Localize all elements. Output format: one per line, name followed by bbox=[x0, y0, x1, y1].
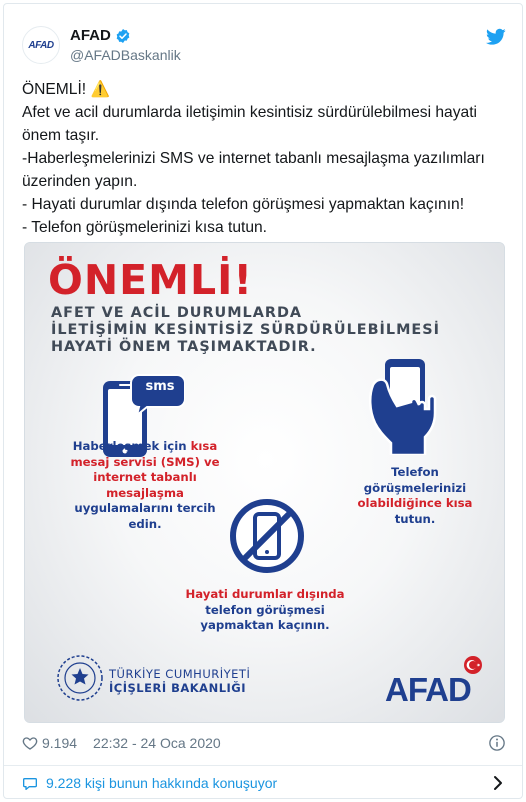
author-block[interactable] bbox=[70, 27, 181, 63]
center-line-3: yapmaktan kaçının. bbox=[200, 618, 330, 632]
left-line-4: mesajlaşma bbox=[106, 485, 184, 500]
hand-phone-icon bbox=[363, 355, 443, 455]
right-line-4: tutun. bbox=[394, 511, 436, 526]
right-line-2: görüşmelerinizi bbox=[363, 480, 467, 495]
left-line-6: edin. bbox=[128, 516, 162, 531]
chevron-right-icon[interactable] bbox=[492, 775, 504, 791]
author-name-row bbox=[70, 27, 181, 44]
infographic bbox=[25, 243, 505, 723]
info-icon[interactable] bbox=[488, 734, 506, 752]
ministry-line-1: TÜRKİYE CUMHURİYETİ bbox=[109, 667, 251, 681]
tweet-timestamp[interactable]: 22:32 - 24 Oca 2020 bbox=[93, 735, 221, 751]
left-line-5: uygulamalarını tercih bbox=[74, 501, 216, 515]
left-line-1 bbox=[45, 439, 245, 455]
center-instruction bbox=[165, 587, 365, 634]
tweet-line: üzerinden yapın. bbox=[22, 173, 138, 190]
center-line-2: telefon görüşmesi bbox=[205, 602, 325, 617]
heart-icon[interactable] bbox=[22, 735, 38, 751]
left-line-3: internet tabanlı bbox=[93, 470, 197, 484]
tweet-media-image[interactable] bbox=[24, 242, 505, 723]
tweet-footer bbox=[22, 731, 506, 755]
sms-label: sms bbox=[145, 379, 175, 394]
ministry-line-2: İÇİŞLERİ BAKANLIĞI bbox=[109, 681, 247, 695]
tweet-card bbox=[3, 3, 523, 799]
conversation-label[interactable]: 9.228 kişi bunun hakkında konuşuyor bbox=[46, 775, 278, 791]
divider bbox=[4, 765, 522, 766]
ministry-name bbox=[109, 667, 250, 695]
infographic-title: ÖNEMLİ! bbox=[48, 256, 254, 304]
like-count[interactable]: 9.194 bbox=[42, 735, 78, 751]
afad-brand-logo: AFAD bbox=[385, 671, 471, 708]
tweet-line: ÖNEMLİ! ⚠️ bbox=[22, 81, 110, 98]
right-instruction bbox=[325, 465, 505, 527]
left-line-2: mesaj servisi (SMS) ve bbox=[70, 454, 220, 469]
right-line-1: Telefon bbox=[391, 465, 439, 479]
subtitle-line: HAYATİ ÖNEM TAŞIMAKTADIR. bbox=[51, 339, 317, 355]
author-handle[interactable]: @AFADBaskanlik bbox=[70, 47, 181, 63]
speech-bubble-icon bbox=[22, 775, 38, 791]
right-line-3: olabildiğince kısa bbox=[357, 496, 473, 510]
twitter-bird-icon[interactable] bbox=[486, 28, 506, 46]
tweet-line: önem taşır. bbox=[22, 127, 100, 144]
infographic-subtitle bbox=[51, 305, 471, 356]
left-line-1-b: kısa bbox=[190, 439, 218, 453]
avatar[interactable] bbox=[22, 26, 60, 64]
avatar-text: AFAD bbox=[28, 39, 54, 51]
tweet-line: - Hayati durumlar dışında telefon görüşmesi yapmaktan kaçının! bbox=[22, 196, 465, 213]
subtitle-line: İLETİŞİMİN KESİNTİSİZ SÜRDÜRÜLEBİLMESİ bbox=[51, 322, 440, 338]
tweet-text bbox=[22, 78, 512, 239]
left-instruction bbox=[45, 439, 245, 532]
author-display-name[interactable]: AFAD bbox=[70, 27, 111, 44]
conversation-link[interactable] bbox=[22, 771, 506, 795]
tweet-line: -Haberleşmelerinizi SMS ve internet tabanlı mesajlaşma yazılımları bbox=[22, 150, 485, 167]
verified-badge-icon bbox=[115, 28, 131, 44]
center-line-1: Hayati durumlar dışında bbox=[185, 587, 345, 601]
tweet-line: Afet ve acil durumlarda iletişimin kesintisiz sürdürülebilmesi hayati bbox=[22, 104, 477, 121]
tweet-line: - Telefon görüşmelerinizi kısa tutun. bbox=[22, 219, 267, 236]
left-line-1-a: Haberleşmek için bbox=[72, 439, 191, 453]
subtitle-line: AFET VE ACİL DURUMLARDA bbox=[51, 305, 303, 321]
ministry-seal-icon bbox=[55, 653, 105, 703]
tweet-header bbox=[22, 26, 506, 66]
